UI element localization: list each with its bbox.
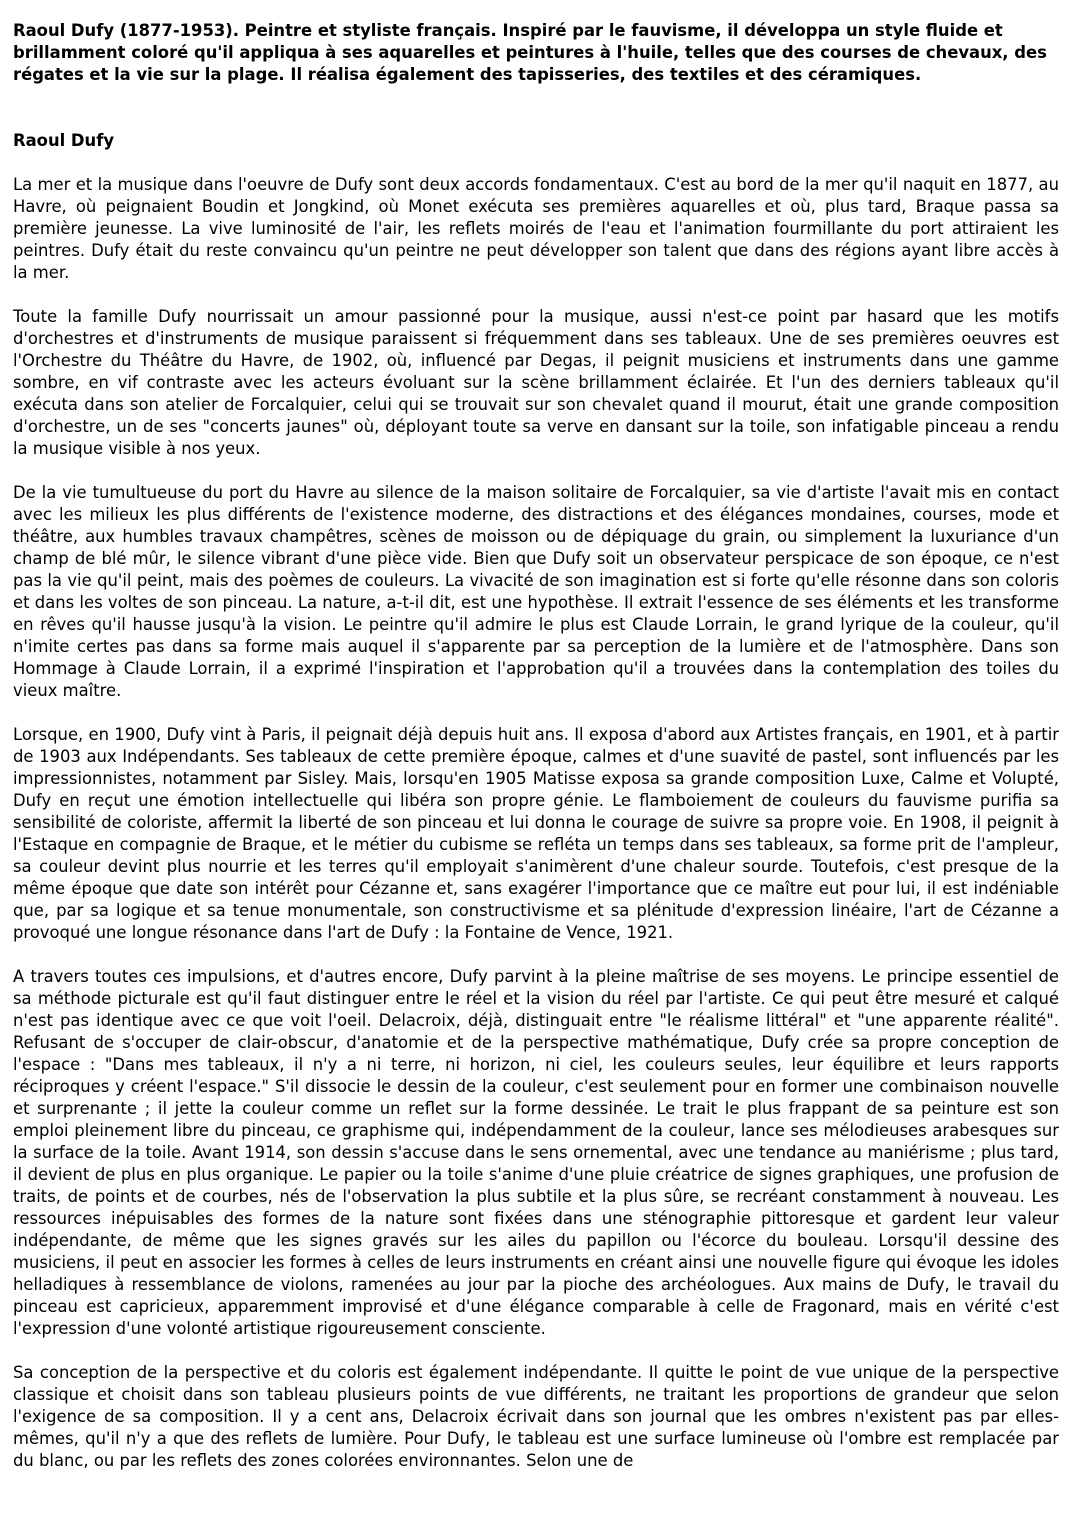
- paragraph: A travers toutes ces impulsions, et d'autres encore, Dufy parvint à la pleine maîtrise de ses moyens. Le principe essentiel de sa méthode picturale est qu'il faut distinguer entre le réel et la vision du réel par l'artiste. Ce qui peut être mesuré et calqué n'est pas identique avec ce que voit l'oeil. Delacroix, déjà, distinguait entre "le réalisme littéral" et "une apparente réalité". Refusant de s'occuper de clair-obscur, d'anatomie et de la perspective mathématique, Dufy crée sa propre conception de l'espace : "Dans mes tableaux, il n'y a ni terre, ni horizon, ni ciel, les couleurs seules, leur équilibre et leurs rapports réciproques y créent l'espace." S'il dissocie le dessin de la couleur, c'est seulement pour en former une combinaison nouvelle et surprenante ; il jette la couleur comme un reflet sur la forme dessinée. Le trait le plus frappant de sa peinture est son emploi pleinement libre du pinceau, ce graphisme qui, indépendamment de la couleur, lance ses mélodieuses arabesques sur la surface de la toile. Avant 1914, son dessin s'accuse dans le sens ornemental, avec une tendance au maniérisme ; plus tard, il devient de plus en plus organique. Le papier ou la toile s'anime d'une pluie créatrice de signes graphiques, une profusion de traits, de points et de courbes, nés de l'observation la plus subtile et la plus sûre, se recréant constamment à nouveau. Les ressources inépuisables des formes de la nature sont fixées dans une sténographie pittoresque et gardent leur valeur indépendante, de même que les signes gravés sur les ailes du papillon ou l'écorce du bouleau. Lorsqu'il dessine des musiciens, il peut en associer les formes à celles de leurs instruments en créant ainsi une nouvelle figure qui évoque les idoles helladiques à ressemblance de violons, ramenées au jour par la pioche des archéologues. Aux mains de Dufy, le travail du pinceau est capricieux, apparemment improvisé et d'une élégance comparable à celle de Fragonard, mais en vérité c'est l'expression d'une volonté artistique rigoureusement consciente.: [13, 967, 1059, 1338]
- intro-summary: Raoul Dufy (1877-1953). Peintre et styliste français. Inspiré par le fauvisme, il développa un style fluide et brillamment coloré qu'il appliqua à ses aquarelles et peintures à l'huile, telles que des courses de chevaux, des régates et la vie sur la plage. Il réalisa également des tapisseries, des textiles et des céramiques.: [13, 21, 1047, 84]
- paragraph: Toute la famille Dufy nourrissait un amour passionné pour la musique, aussi n'est-ce point par hasard que les motifs d'orchestres et d'instruments de musique paraissent si fréquemment dans ses tableaux. Une de ses premières oeuvres est l'Orchestre du Théâtre du Havre, de 1902, où, influencé par Degas, il peignit musiciens et instruments dans une gamme sombre, en vif contraste avec les acteurs évoluant sur la scène brillamment éclairée. Et l'un des derniers tableaux qu'il exécuta dans son atelier de Forcalquier, celui qui se trouvait sur son chevalet quand il mourut, était une grande composition d'orchestre, un de ses "concerts jaunes" où, déployant toute sa verve en dansant sur la toile, son infatigable pinceau a rendu la musique visible à nos yeux.: [13, 307, 1059, 458]
- paragraph: La mer et la musique dans l'oeuvre de Dufy sont deux accords fondamentaux. C'est au bord de la mer qu'il naquit en 1877, au Havre, où peignaient Boudin et Jongkind, où Monet exécuta ses premières aquarelles et où, plus tard, Braque passa sa première jeunesse. La vive luminosité de l'air, les reflets moirés de l'eau et l'animation fourmillante du port attiraient les peintres. Dufy était du reste convaincu qu'un peintre ne peut développer son talent que dans des régions ayant libre accès à la mer.: [13, 175, 1059, 282]
- document-page: [13, 20, 1059, 1494]
- article-heading: Raoul Dufy: [13, 131, 115, 150]
- paragraph: De la vie tumultueuse du port du Havre au silence de la maison solitaire de Forcalquier, sa vie d'artiste l'avait mis en contact avec les milieux les plus différents de l'existence moderne, des distractions et des élégances mondaines, courses, mode et théâtre, aux humbles travaux champêtres, scènes de moisson ou de dépiquage du grain, ou simplement la luxuriance d'un champ de blé mûr, le silence vibrant d'une pièce vide. Bien que Dufy soit un observateur perspicace de son époque, ce n'est pas la vie qu'il peint, mais des poèmes de couleurs. La vivacité de son imagination est si forte qu'elle résonne dans son coloris et dans les voltes de son pinceau. La nature, a-t-il dit, est une hypothèse. Il extrait l'essence de ses éléments et les transforme en rêves qu'il hausse jusqu'à la vision. Le peintre qu'il admire le plus est Claude Lorrain, le grand lyrique de la couleur, qu'il n'imite certes pas dans sa forme mais auquel il s'apparente par sa perception de la lumière et de l'atmosphère. Dans son Hommage à Claude Lorrain, il a exprimé l'inspiration et l'approbation qu'il a trouvées dans la contemplation des toiles du vieux maître.: [13, 483, 1059, 700]
- paragraph: Sa conception de la perspective et du coloris est également indépendante. Il quitte le point de vue unique de la perspective classique et choisit dans son tableau plusieurs points de vue différents, ne traitant les proportions de grandeur que selon l'exigence de sa composition. Il y a cent ans, Delacroix écrivait dans son journal que les ombres n'existent pas par elles-mêmes, qu'il n'y a que des reflets de lumière. Pour Dufy, le tableau est une surface lumineuse où l'ombre est remplacée par du blanc, ou par les reflets des zones colorées environnantes. Selon une de: [13, 1363, 1059, 1470]
- paragraph: Lorsque, en 1900, Dufy vint à Paris, il peignait déjà depuis huit ans. Il exposa d'abord aux Artistes français, en 1901, et à partir de 1903 aux Indépendants. Ses tableaux de cette première époque, calmes et d'une suavité de pastel, sont influencés par les impressionnistes, notamment par Sisley. Mais, lorsqu'en 1905 Matisse exposa sa grande composition Luxe, Calme et Volupté, Dufy en reçut une émotion intellectuelle qui libéra son propre génie. Le flamboiement de couleurs du fauvisme purifia sa sensibilité de coloriste, affermit la liberté de son pinceau et lui donna le courage de suivre sa propre voie. En 1908, il peignit à l'Estaque en compagnie de Braque, et le métier du cubisme se refléta un temps dans ses tableaux, sa forme prit de l'ampleur, sa couleur devint plus nourrie et les terres qu'il employait s'animèrent d'une chaleur sourde. Toutefois, c'est presque de la même époque que date son intérêt pour Cézanne et, sans exagérer l'importance que ce maître eut pour lui, il est indéniable que, par sa logique et sa tenue monumentale, son constructivisme et sa plénitude d'expression linéaire, l'art de Cézanne a provoqué une longue résonance dans l'art de Dufy : la Fontaine de Vence, 1921.: [13, 725, 1059, 942]
